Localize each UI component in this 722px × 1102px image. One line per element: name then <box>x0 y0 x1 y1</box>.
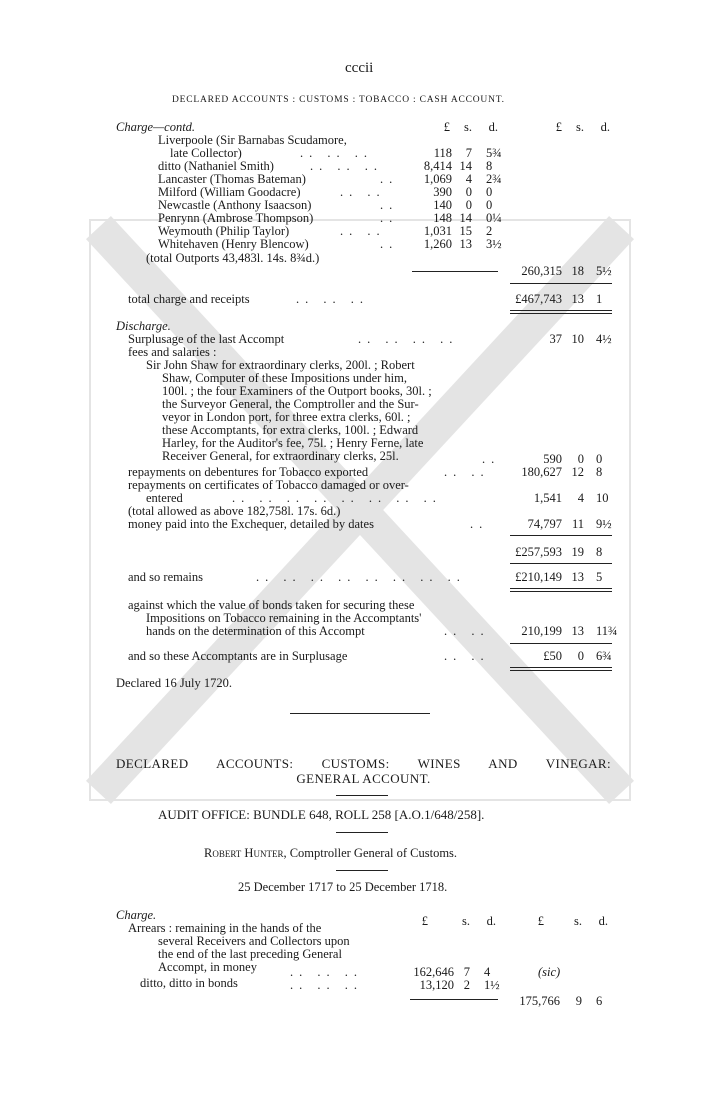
list-item-label: Milford (William Goodacre) <box>158 185 301 199</box>
surplusage-last-pence: 4½ <box>596 332 612 346</box>
charge2-heading: Charge. <box>116 908 157 922</box>
comptroller-line <box>204 846 457 861</box>
fees-line: Receiver General, for extraordinary clerks, 25l. <box>162 449 399 463</box>
section-divider <box>290 713 430 714</box>
arrears-line: Arrears : remaining in the hands of the <box>128 921 322 935</box>
list-item-shillings: 0 <box>465 198 472 212</box>
fees-line: 100l. ; the four Examiners of the Outport books, 30l. ; <box>162 384 432 398</box>
list-item-pence: 2 <box>486 224 493 238</box>
total-charge-label: total charge and receipts <box>128 292 250 306</box>
certificates-pounds: 1,541 <box>533 491 562 505</box>
list-item-label: Whitehaven (Henry Blencow) <box>158 237 309 251</box>
fees-amount-shillings: 0 <box>577 452 584 466</box>
arrears-subtotal-rule <box>410 999 498 1000</box>
exchequer-pounds: 74,797 <box>527 517 562 531</box>
bonds-line: Impositions on Tobacco remaining in the Accomptants' <box>146 611 422 625</box>
fees-heading: fees and salaries : <box>128 345 217 359</box>
list-item-pence: 2¾ <box>486 172 502 186</box>
col-head-pound-4: £ <box>537 914 544 928</box>
list-item-pence: 5¾ <box>486 146 502 160</box>
exchequer-shillings: 11 <box>571 517 584 531</box>
arrears-line: several Receivers and Collectors upon <box>158 934 350 948</box>
list-item-pence: 8 <box>486 159 493 173</box>
title-short-rule <box>336 795 388 796</box>
discharge-total-pounds: £257,593 <box>515 545 562 559</box>
list-item-shillings: 4 <box>465 172 472 186</box>
total-charge-pounds: £467,743 <box>515 292 562 306</box>
list-item-shillings: 0 <box>465 185 472 199</box>
arrears-money-shillings: 7 <box>463 965 470 979</box>
list-item-pence: 3½ <box>486 237 502 251</box>
arrears-money-pounds: 162,646 <box>413 965 454 979</box>
certificates-label-1: repayments on certificates of Tobacco damaged or over- <box>128 478 409 492</box>
col-head-pence-4: d. <box>598 914 608 928</box>
remains-pence: 5 <box>596 570 603 584</box>
surplusage-final-pounds: £50 <box>543 649 562 663</box>
list-item-pence: 0 <box>486 185 493 199</box>
list-item-pence: 0 <box>486 198 493 212</box>
col-head-pound-3: £ <box>421 914 428 928</box>
surplusage-last-shillings: 10 <box>571 332 584 346</box>
debentures-pounds: 180,627 <box>521 465 562 479</box>
list-item-pounds: 1,260 <box>423 237 452 251</box>
list-item-label: ditto (Nathaniel Smith) <box>158 159 274 173</box>
col-head-pound-2: £ <box>555 120 562 134</box>
discharge-heading: Discharge. <box>116 319 171 333</box>
surplusage-rule-double <box>510 667 612 671</box>
col-head-pence-2: d. <box>600 120 610 134</box>
comptroller-short-rule <box>336 870 388 871</box>
surplusage-last-label: Surplusage of the last Accompt <box>128 332 285 346</box>
surplusage-final-pence: 6¾ <box>596 649 612 663</box>
exchequer-pence: 9½ <box>596 517 612 531</box>
list-item-label: late Collector) <box>170 146 242 160</box>
list-item-label: Newcastle (Anthony Isaacson) <box>158 198 312 212</box>
bonds-line: hands on the determination of this Accompt <box>146 624 365 638</box>
col-head-shilling: s. <box>464 120 472 134</box>
certificates-pence: 10 <box>596 491 609 505</box>
col-head-pence: d. <box>488 120 498 134</box>
discharge-rule-top <box>510 535 612 536</box>
list-item-label: Liverpoole (Sir Barnabas Scudamore, <box>158 133 347 147</box>
total-charge-pence: 1 <box>596 292 603 306</box>
debentures-pence: 8 <box>596 465 603 479</box>
list-item-shillings: 14 <box>459 159 472 173</box>
arrears-bonds-label: ditto, ditto in bonds <box>140 976 238 990</box>
arrears-bonds-pence: 1½ <box>484 978 500 992</box>
fees-line: these Accomptants, for extra clerks, 100l. ; Edward <box>162 423 419 437</box>
outports-sum-shillings: 18 <box>571 264 584 278</box>
list-item-shillings: 13 <box>459 237 472 251</box>
remains-label: and so remains <box>128 570 203 584</box>
list-item-pence: 0¼ <box>486 211 502 225</box>
arrears-line: Accompt, in money <box>158 960 257 974</box>
col-head-shilling-4: s. <box>574 914 582 928</box>
list-item-label: Penrynn (Ambrose Thompson) <box>158 211 314 225</box>
section2-title-line1: DECLARED ACCOUNTS: CUSTOMS: WINES AND VINEGAR: <box>116 756 611 771</box>
exchequer-label: money paid into the Exchequer, detailed by dates <box>128 517 374 531</box>
list-item-pounds: 140 <box>433 198 452 212</box>
bonds-pounds: 210,199 <box>521 624 562 638</box>
surplusage-last-pounds: 37 <box>549 332 562 346</box>
list-item-shillings: 14 <box>459 211 472 225</box>
discharge-total-shillings: 19 <box>571 545 584 559</box>
list-item-shillings: 7 <box>465 146 472 160</box>
certificates-label-2: entered <box>146 491 183 505</box>
total-charge-shillings: 13 <box>571 292 584 306</box>
remains-shillings: 13 <box>571 570 584 584</box>
bonds-pence: 11¾ <box>596 624 618 638</box>
audit-short-rule <box>336 832 388 833</box>
comptroller-name: Robert Hunter <box>204 846 284 860</box>
col-head-shilling-2: s. <box>576 120 584 134</box>
surplusage-final-shillings: 0 <box>577 649 584 663</box>
total-allowed-note: (total allowed as above 182,758l. 17s. 6d.) <box>128 504 341 518</box>
list-item-pounds: 390 <box>433 185 452 199</box>
page-number: cccii <box>345 60 374 76</box>
outports-sum-pence: 5½ <box>596 264 612 278</box>
discharge-total-pence: 8 <box>596 545 603 559</box>
list-item-pounds: 1,069 <box>423 172 452 186</box>
arrears-line: the end of the last preceding General <box>158 947 342 961</box>
col-head-pound: £ <box>443 120 450 134</box>
arrears-sum-shillings: 9 <box>575 994 582 1008</box>
arrears-bonds-pounds: 13,120 <box>419 978 454 992</box>
list-item-pounds: 118 <box>433 146 452 160</box>
list-item-label: Lancaster (Thomas Bateman) <box>158 172 306 186</box>
total-rule-top <box>510 283 612 284</box>
fees-line: Harley, for the Auditor's fee, 75l. ; Henry Ferne, late <box>162 436 424 450</box>
sic-note: (sic) <box>538 965 561 979</box>
arrears-sum-pounds: 175,766 <box>519 994 560 1008</box>
fees-amount-pounds: 590 <box>543 452 562 466</box>
period: 25 December 1717 to 25 December 1718. <box>238 880 448 894</box>
fees-line: Shaw, Computer of these Impositions under him, <box>162 371 407 385</box>
list-item-pounds: 8,414 <box>423 159 452 173</box>
certificates-shillings: 4 <box>577 491 584 505</box>
fees-amount-pence: 0 <box>596 452 603 466</box>
remains-rule-double <box>510 588 612 592</box>
list-item-label: Weymouth (Philip Taylor) <box>158 224 290 238</box>
bonds-shillings: 13 <box>571 624 584 638</box>
arrears-sum-pence: 6 <box>596 994 603 1008</box>
section2-title-line2: GENERAL ACCOUNT. <box>296 771 431 786</box>
arrears-bonds-shillings: 2 <box>463 978 470 992</box>
fees-line: Sir John Shaw for extraordinary clerks, 200l. ; Robert <box>146 358 415 372</box>
debentures-label: repayments on debentures for Tobacco exported <box>128 465 369 479</box>
audit-office: AUDIT OFFICE: BUNDLE 648, ROLL 258 [A.O.1/648/258]. <box>158 807 485 822</box>
running-head: DECLARED ACCOUNTS : CUSTOMS : TOBACCO : CASH ACCOUNT. <box>172 95 505 105</box>
fees-line: the Surveyor General, the Comptroller and the Sur- <box>162 397 419 411</box>
list-item-pounds: 1,031 <box>423 224 452 238</box>
subtotal-rule <box>412 271 498 272</box>
comptroller-title: , Comptroller General of Customs. <box>283 846 458 860</box>
list-item-shillings: 15 <box>459 224 472 238</box>
declared-date: Declared 16 July 1720. <box>116 676 232 690</box>
fees-line: veyor in London port, for three extra clerks, 60l. ; <box>162 410 411 424</box>
outports-total-note: (total Outports 43,483l. 14s. 8¾d.) <box>146 251 320 265</box>
outports-sum-pounds: 260,315 <box>521 264 562 278</box>
arrears-money-pence: 4 <box>484 965 491 979</box>
list-item-pounds: 148 <box>433 211 452 225</box>
discharge-rule-bottom <box>510 563 612 564</box>
bonds-rule <box>510 643 612 644</box>
total-rule-double <box>510 310 612 314</box>
bonds-line: against which the value of bonds taken for securing these <box>128 598 415 612</box>
remains-pounds: £210,149 <box>515 570 562 584</box>
surplusage-final-label: and so these Accomptants are in Surplusage <box>128 649 348 663</box>
charge-heading: Charge—contd. <box>116 120 196 134</box>
debentures-shillings: 12 <box>571 465 584 479</box>
col-head-pence-3: d. <box>486 914 496 928</box>
col-head-shilling-3: s. <box>462 914 470 928</box>
